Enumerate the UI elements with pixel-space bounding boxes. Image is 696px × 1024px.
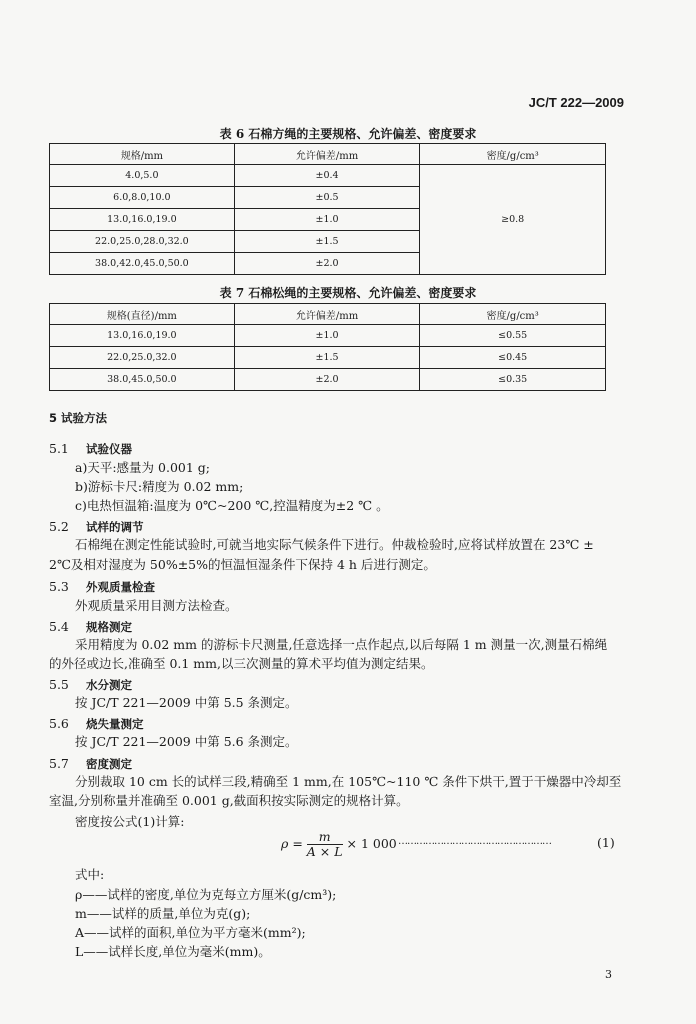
section-heading: 试样的调节 [85,520,144,534]
table6-spec: 13.0,16.0,19.0 [50,209,235,231]
section-heading: 规格测定 [85,620,132,634]
section-5-7-heading [49,753,132,772]
formula-dots: …………………………………………… [398,836,551,847]
table7-density: ≤0.45 [420,347,606,369]
density-formula [281,830,397,859]
table7-density: ≤0.35 [420,369,606,391]
formula-denominator: A × L [306,844,343,859]
list-item: L——试样长度,单位为毫米(mm)。 [75,944,271,959]
paragraph-line: 的外径或边长,准确至 0.1 mm,以三次测量的算术平均值为测定结果。 [49,656,434,671]
paragraph-line: 2℃及相对湿度为 50%±5%的恒温恒湿条件下保持 4 h 后进行测定。 [49,557,436,572]
formula-fraction [307,830,343,859]
section-number: 5.1 [49,441,69,456]
paragraph-line: 外观质量采用目测方法检查。 [75,598,238,613]
table6-spec: 6.0,8.0,10.0 [50,187,235,209]
paragraph-line: 密度按公式(1)计算: [75,814,185,829]
list-item: c)电热恒温箱:温度为 0℃~200 ℃,控温精度为±2 ℃ 。 [75,498,389,513]
table-row [50,165,606,187]
section-number: 5.7 [49,756,69,771]
table6-spec: 38.0,42.0,45.0,50.0 [50,253,235,275]
table6-header-tolerance: 允许偏差/mm [234,144,420,165]
paragraph-line: 采用精度为 0.02 mm 的游标卡尺测量,任意选择一点作起点,以后每隔 1 m 测量一次,测量石棉绳 [75,637,608,652]
formula-factor: × 1 000 [346,836,397,851]
section-heading: 密度测定 [85,757,132,771]
table6-density: ≥0.8 [420,165,606,275]
table7-spec: 38.0,45.0,50.0 [50,369,235,391]
table7-caption: 表 7 石棉松绳的主要规格、允许偏差、密度要求 [219,286,477,300]
page-number: 3 [605,968,612,981]
table6-caption: 表 6 石棉方绳的主要规格、允许偏差、密度要求 [219,127,477,141]
table6-header-density: 密度/g/cm³ [420,144,606,165]
table6-tolerance: ±1.0 [234,209,420,231]
table6-tolerance: ±0.5 [234,187,420,209]
list-item: m——试样的质量,单位为克(g); [75,906,251,921]
section-number: 5.4 [49,619,69,634]
table-row [50,347,606,369]
table7 [49,303,606,391]
table6 [49,143,606,275]
table6-spec: 4.0,5.0 [50,165,235,187]
paragraph-line: 室温,分别称量并准确至 0.001 g,截面积按实际测定的规格计算。 [49,793,409,808]
formula-numerator: m [307,830,343,845]
table7-tolerance: ±1.5 [234,347,420,369]
section-5-5-heading [49,674,132,693]
table7-header-tolerance: 允许偏差/mm [234,304,420,325]
section-heading: 试验仪器 [85,442,132,456]
table7-spec: 13.0,16.0,19.0 [50,325,235,347]
section-number: 5.2 [49,519,69,534]
section-5-title: 5 试验方法 [49,411,108,425]
table7-spec: 22.0,25.0,32.0 [50,347,235,369]
table6-tolerance: ±1.5 [234,231,420,253]
section-number: 5.6 [49,716,69,731]
list-item: A——试样的面积,单位为平方毫米(mm²); [75,925,306,940]
table-row [50,369,606,391]
table6-header-spec: 规格/mm [50,144,235,165]
table7-header-density: 密度/g/cm³ [420,304,606,325]
table7-header-spec: 规格(直径)/mm [50,304,235,325]
section-heading: 水分测定 [85,678,132,692]
paragraph-line: 按 JC/T 221—2009 中第 5.6 条测定。 [75,734,298,749]
formula-lhs: ρ = [281,836,303,851]
list-item: a)天平:感量为 0.001 g; [75,460,210,475]
list-item: ρ——试样的密度,单位为克每立方厘米(g/cm³); [75,887,337,902]
paragraph-line: 石棉绳在测定性能试验时,可就当地实际气候条件下进行。仲裁检验时,应将试样放置在 23℃ ± [75,537,594,552]
section-5-4-heading [49,616,132,635]
section-5-6-heading [49,713,143,732]
table6-tolerance: ±0.4 [234,165,420,187]
section-5-1-heading [49,438,132,457]
section-heading: 外观质量检查 [85,580,155,594]
section-heading: 烧失量测定 [85,717,144,731]
formula-number: (1) [597,835,615,850]
section-5-3-heading [49,576,155,595]
table6-spec: 22.0,25.0,28.0,32.0 [50,231,235,253]
section-number: 5.5 [49,677,69,692]
table7-density: ≤0.55 [420,325,606,347]
list-item: b)游标卡尺:精度为 0.02 mm; [75,479,244,494]
where-intro: 式中: [75,867,105,882]
paragraph-line: 按 JC/T 221—2009 中第 5.5 条测定。 [75,695,298,710]
table-row [50,325,606,347]
standard-number: JC/T 222—2009 [528,95,624,110]
section-5-2-heading [49,516,143,535]
table7-tolerance: ±1.0 [234,325,420,347]
paragraph-line: 分别裁取 10 cm 长的试样三段,精确至 1 mm,在 105℃~110 ℃ 条件下烘干,置于干燥器中冷却至 [75,774,622,789]
table6-tolerance: ±2.0 [234,253,420,275]
table7-tolerance: ±2.0 [234,369,420,391]
section-number: 5.3 [49,579,69,594]
